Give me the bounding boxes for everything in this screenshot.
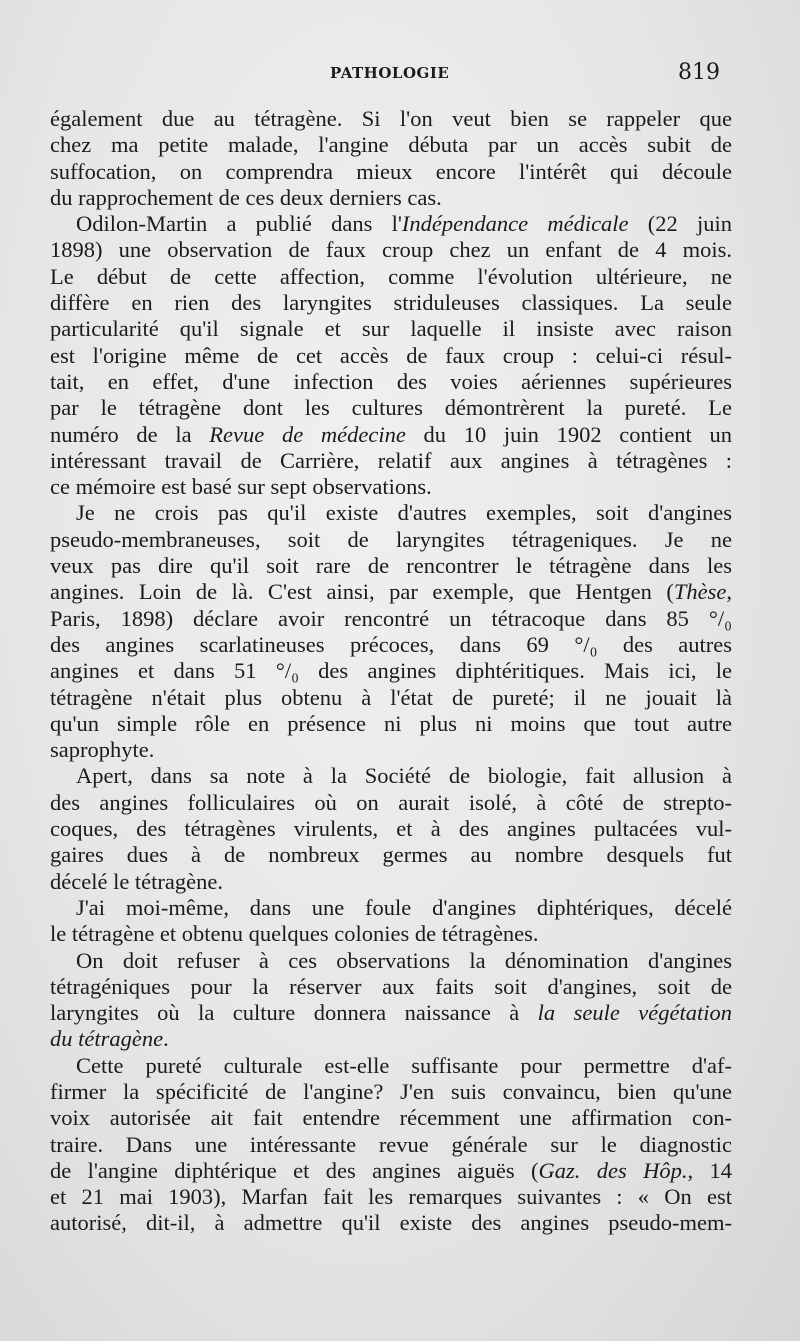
text-line: J'ai moi-même, dans une foule d'angines diphtériques, décelé xyxy=(76,894,732,920)
text-line: Apert, dans sa note à la Société de biologie, fait allusion à xyxy=(76,763,732,789)
text-run: de l'angine diphtérique et des angines aiguës ( xyxy=(50,1157,539,1183)
emphasis: du tétragène xyxy=(50,1026,164,1052)
running-head xyxy=(0,58,800,94)
text-line: qu'un simple rôle en présence ni plus ni moins que tout autre xyxy=(50,710,732,736)
text-run: (22 juin xyxy=(628,211,733,237)
journal-title: Gaz. des Hôp. xyxy=(538,1157,688,1183)
text-line: angines et dans 51 °/₀ des angines diphtéritiques. Mais ici, le xyxy=(50,658,732,684)
journal-title: Indépendance médicale xyxy=(401,211,629,237)
text-line: tait, en effet, d'une infection des voies aériennes supérieures xyxy=(50,368,732,394)
text-line: diffère en rien des laryngites striduleuses classiques. La seule xyxy=(50,290,732,316)
text-line: Le début de cette affection, comme l'évolution ultérieure, ne xyxy=(50,263,732,289)
text-line xyxy=(50,579,732,605)
text-line: et 21 mai 1903), Marfan fait les remarques suivantes : « On est xyxy=(50,1184,732,1210)
text-line: voix autorisée ait fait entendre récemment une affirmation con- xyxy=(50,1105,732,1131)
text-line: des angines folliculaires où on aurait isolé, à côté de strepto- xyxy=(50,789,732,815)
text-line xyxy=(50,1000,732,1026)
text-line: firmer la spécificité de l'angine? J'en suis convaincu, bien qu'une xyxy=(50,1078,732,1104)
text-run: Odilon-Martin a publié dans l' xyxy=(76,211,402,237)
running-title: PATHOLOGIE xyxy=(330,64,450,82)
text-line: Paris, 1898) déclare avoir rencontré un tétracoque dans 85 °/₀ xyxy=(50,605,732,631)
text-line: Cette pureté culturale est-elle suffisante pour permettre d'af- xyxy=(76,1052,732,1078)
text-line: suffocation, on comprendra mieux encore l'intérêt qui découle xyxy=(50,158,732,184)
text-run: , xyxy=(726,579,732,605)
text-run: du 10 juin 1902 contient un xyxy=(405,421,732,447)
text-line: ce mémoire est basé sur sept observations. xyxy=(50,474,432,500)
text-run: , 14 xyxy=(687,1157,733,1183)
text-line: par le tétragène dont les cultures démontrèrent la pureté. Le xyxy=(50,395,732,421)
text-line xyxy=(50,1026,732,1052)
text-line: des angines scarlatineuses précoces, dans 69 °/₀ des autres xyxy=(50,631,732,657)
text-run: angines. Loin de là. C'est ainsi, par exemple, que Hentgen ( xyxy=(50,579,674,605)
text-line: est l'origine même de cet accès de faux croup : celui-ci résul- xyxy=(50,342,732,368)
text-line: le tétragène et obtenu quelques colonies de tétragènes. xyxy=(50,921,539,947)
text-line xyxy=(50,1158,732,1184)
text-line: chez ma petite malade, l'angine débuta par un accès subit de xyxy=(50,132,732,158)
text-line: tétragéniques pour la réserver aux faits soit d'angines, soit de xyxy=(50,973,732,999)
page-number: 819 xyxy=(678,60,720,85)
text-line: coques, des tétragènes virulents, et à des angines pultacées vul- xyxy=(50,816,732,842)
text-run: laryngites où la culture donnera naissance à xyxy=(50,1000,538,1026)
text-line: saprophyte. xyxy=(50,737,155,763)
text-line: également due au tétragène. Si l'on veut bien se rappeler que xyxy=(50,106,732,131)
text-line: tétragène n'était plus obtenu à l'état de pureté; il ne jouait là xyxy=(50,684,732,710)
text-line: pseudo-membraneuses, soit de laryngites tétrageniques. Je ne xyxy=(50,526,732,552)
text-line: particularité qu'il signale et sur laquelle il insiste avec raison xyxy=(50,316,732,342)
text-line: gaires dues à de nombreux germes au nombre desquels fut xyxy=(50,842,732,868)
text-line xyxy=(50,211,732,237)
emphasis: la seule végétation xyxy=(537,1000,732,1026)
text-line: 1898) une observation de faux croup chez un enfant de 4 mois. xyxy=(50,237,732,263)
text-line: intéressant travail de Carrière, relatif aux angines à tétragènes : xyxy=(50,447,732,473)
journal-title: Revue de médecine xyxy=(209,421,406,447)
text-line: veux pas dire qu'il soit rare de rencontrer le tétragène dans les xyxy=(50,553,732,579)
text-line: Je ne crois pas qu'il existe d'autres exemples, soit d'angines xyxy=(76,500,732,526)
citation-title: Thèse xyxy=(673,579,727,605)
text-line xyxy=(50,422,732,448)
text-run: . xyxy=(163,1026,169,1052)
text-line: traire. Dans une intéressante revue générale sur le diagnostic xyxy=(50,1131,732,1157)
text-run: numéro de la xyxy=(50,421,210,447)
text-line: autorisé, dit-il, à admettre qu'il existe des angines pseudo-mem- xyxy=(50,1210,732,1236)
text-line: On doit refuser à ces observations la dénomination d'angines xyxy=(76,947,732,973)
text-line: décelé le tétragène. xyxy=(50,868,224,894)
body-text xyxy=(50,106,732,1237)
text-line: du rapprochement de ces deux derniers cas. xyxy=(50,184,442,210)
